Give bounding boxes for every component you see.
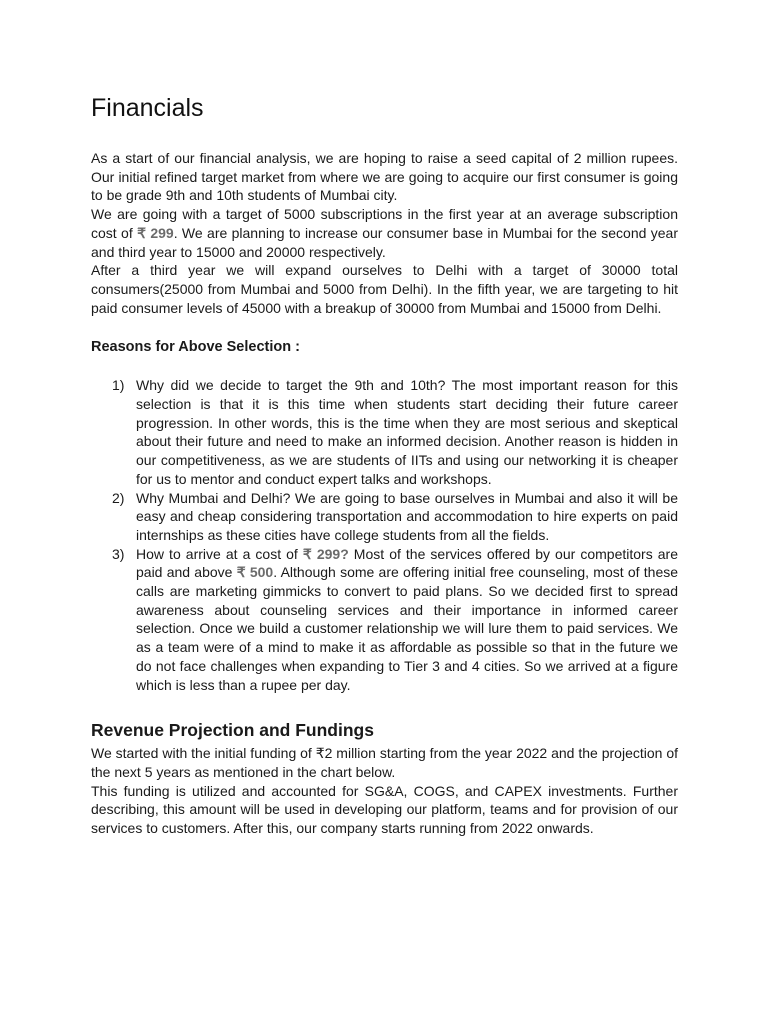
list-item <box>91 545 678 695</box>
reason-3-text-c: . Although some are offering initial free counseling, most of these calls are marketing gimmicks to convert to paid plans. So we decided first to spread awareness about counseling services and their importance in informed career selection. Once we build a customer relationship we will lure them to paid services. We as a team were of a mind to make it as affordable as possible so that in the future we do not face challenges when expanding to Tier 3 and 4 cities. So we arrived at a figure which is less than a rupee per day. <box>136 564 679 693</box>
list-item-text: Why did we decide to target the 9th and 10th? The most important reason for this selection is that it is this time when students start deciding their future career progression. In other words, this is the time when they are most serious and skeptical about their future and need to make an informed decision. Another reason is hidden in our competitiveness, as we are students of IITs and using our networking it is cheaper for us to mentor and conduct expert talks and workshops. <box>136 377 678 487</box>
intro-paragraph-3: After a third year we will expand ourselves to Delhi with a target of 30000 total consumers(25000 from Mumbai and 5000 from Delhi). In the fifth year, we are targeting to hit paid consumer levels of 45000 with a breakup of 30000 from Mumbai and 15000 from Delhi. <box>91 262 678 316</box>
list-item-number: 2) <box>112 489 125 506</box>
intro-paragraph-1: As a start of our financial analysis, we are hoping to raise a seed capital of 2 million rupees. Our initial refined target market from where we are going to acquire our first consumer is going to be grade 9th and 10th students of Mumbai city. <box>91 150 678 204</box>
reason-3-text-b: Most of the services offered by our competitors are paid and above <box>136 545 678 581</box>
intro-paragraph-2 <box>91 205 678 261</box>
reason-3-text-a: How to arrive at a cost of <box>136 545 303 562</box>
intro-paragraph-2-text-a: We are going with a target of 5000 subscriptions in the first year at an average subscription cost of <box>91 206 678 241</box>
competitor-price: ₹ 500 <box>236 564 274 581</box>
list-item-number: 1) <box>112 377 125 394</box>
list-item-text: Why Mumbai and Delhi? We are going to base ourselves in Mumbai and also it will be easy and cheap considering transportation and accommodation to hire experts on paid internships as these cities have college students from all the fields. <box>136 489 678 543</box>
reasons-heading: Reasons for Above Selection : <box>91 339 300 356</box>
cost-price: ₹ 299? <box>302 545 349 562</box>
list-item-number: 3) <box>112 545 125 562</box>
list-item-text <box>136 545 678 695</box>
revenue-paragraph-2: This funding is utilized and accounted for SG&A, COGS, and CAPEX investments. Further describing, this amount will be used in developing our platform, teams and for provision of our services to customers. After this, our company starts running from 2022 onwards. <box>91 782 678 837</box>
revenue-heading: Revenue Projection and Fundings <box>91 720 374 741</box>
list-item <box>91 376 678 488</box>
reasons-list <box>91 376 678 694</box>
page-title: Financials <box>91 94 204 122</box>
intro-paragraph-2-text-b: . We are planning to increase our consumer base in Mumbai for the second year and third year to 15000 and 20000 respectively. <box>91 224 678 260</box>
subscription-price: ₹ 299 <box>137 224 174 241</box>
list-item <box>91 489 678 545</box>
revenue-paragraph-1: We started with the initial funding of ₹2 million starting from the year 2022 and the projection of the next 5 years as mentioned in the chart below. <box>91 745 678 780</box>
